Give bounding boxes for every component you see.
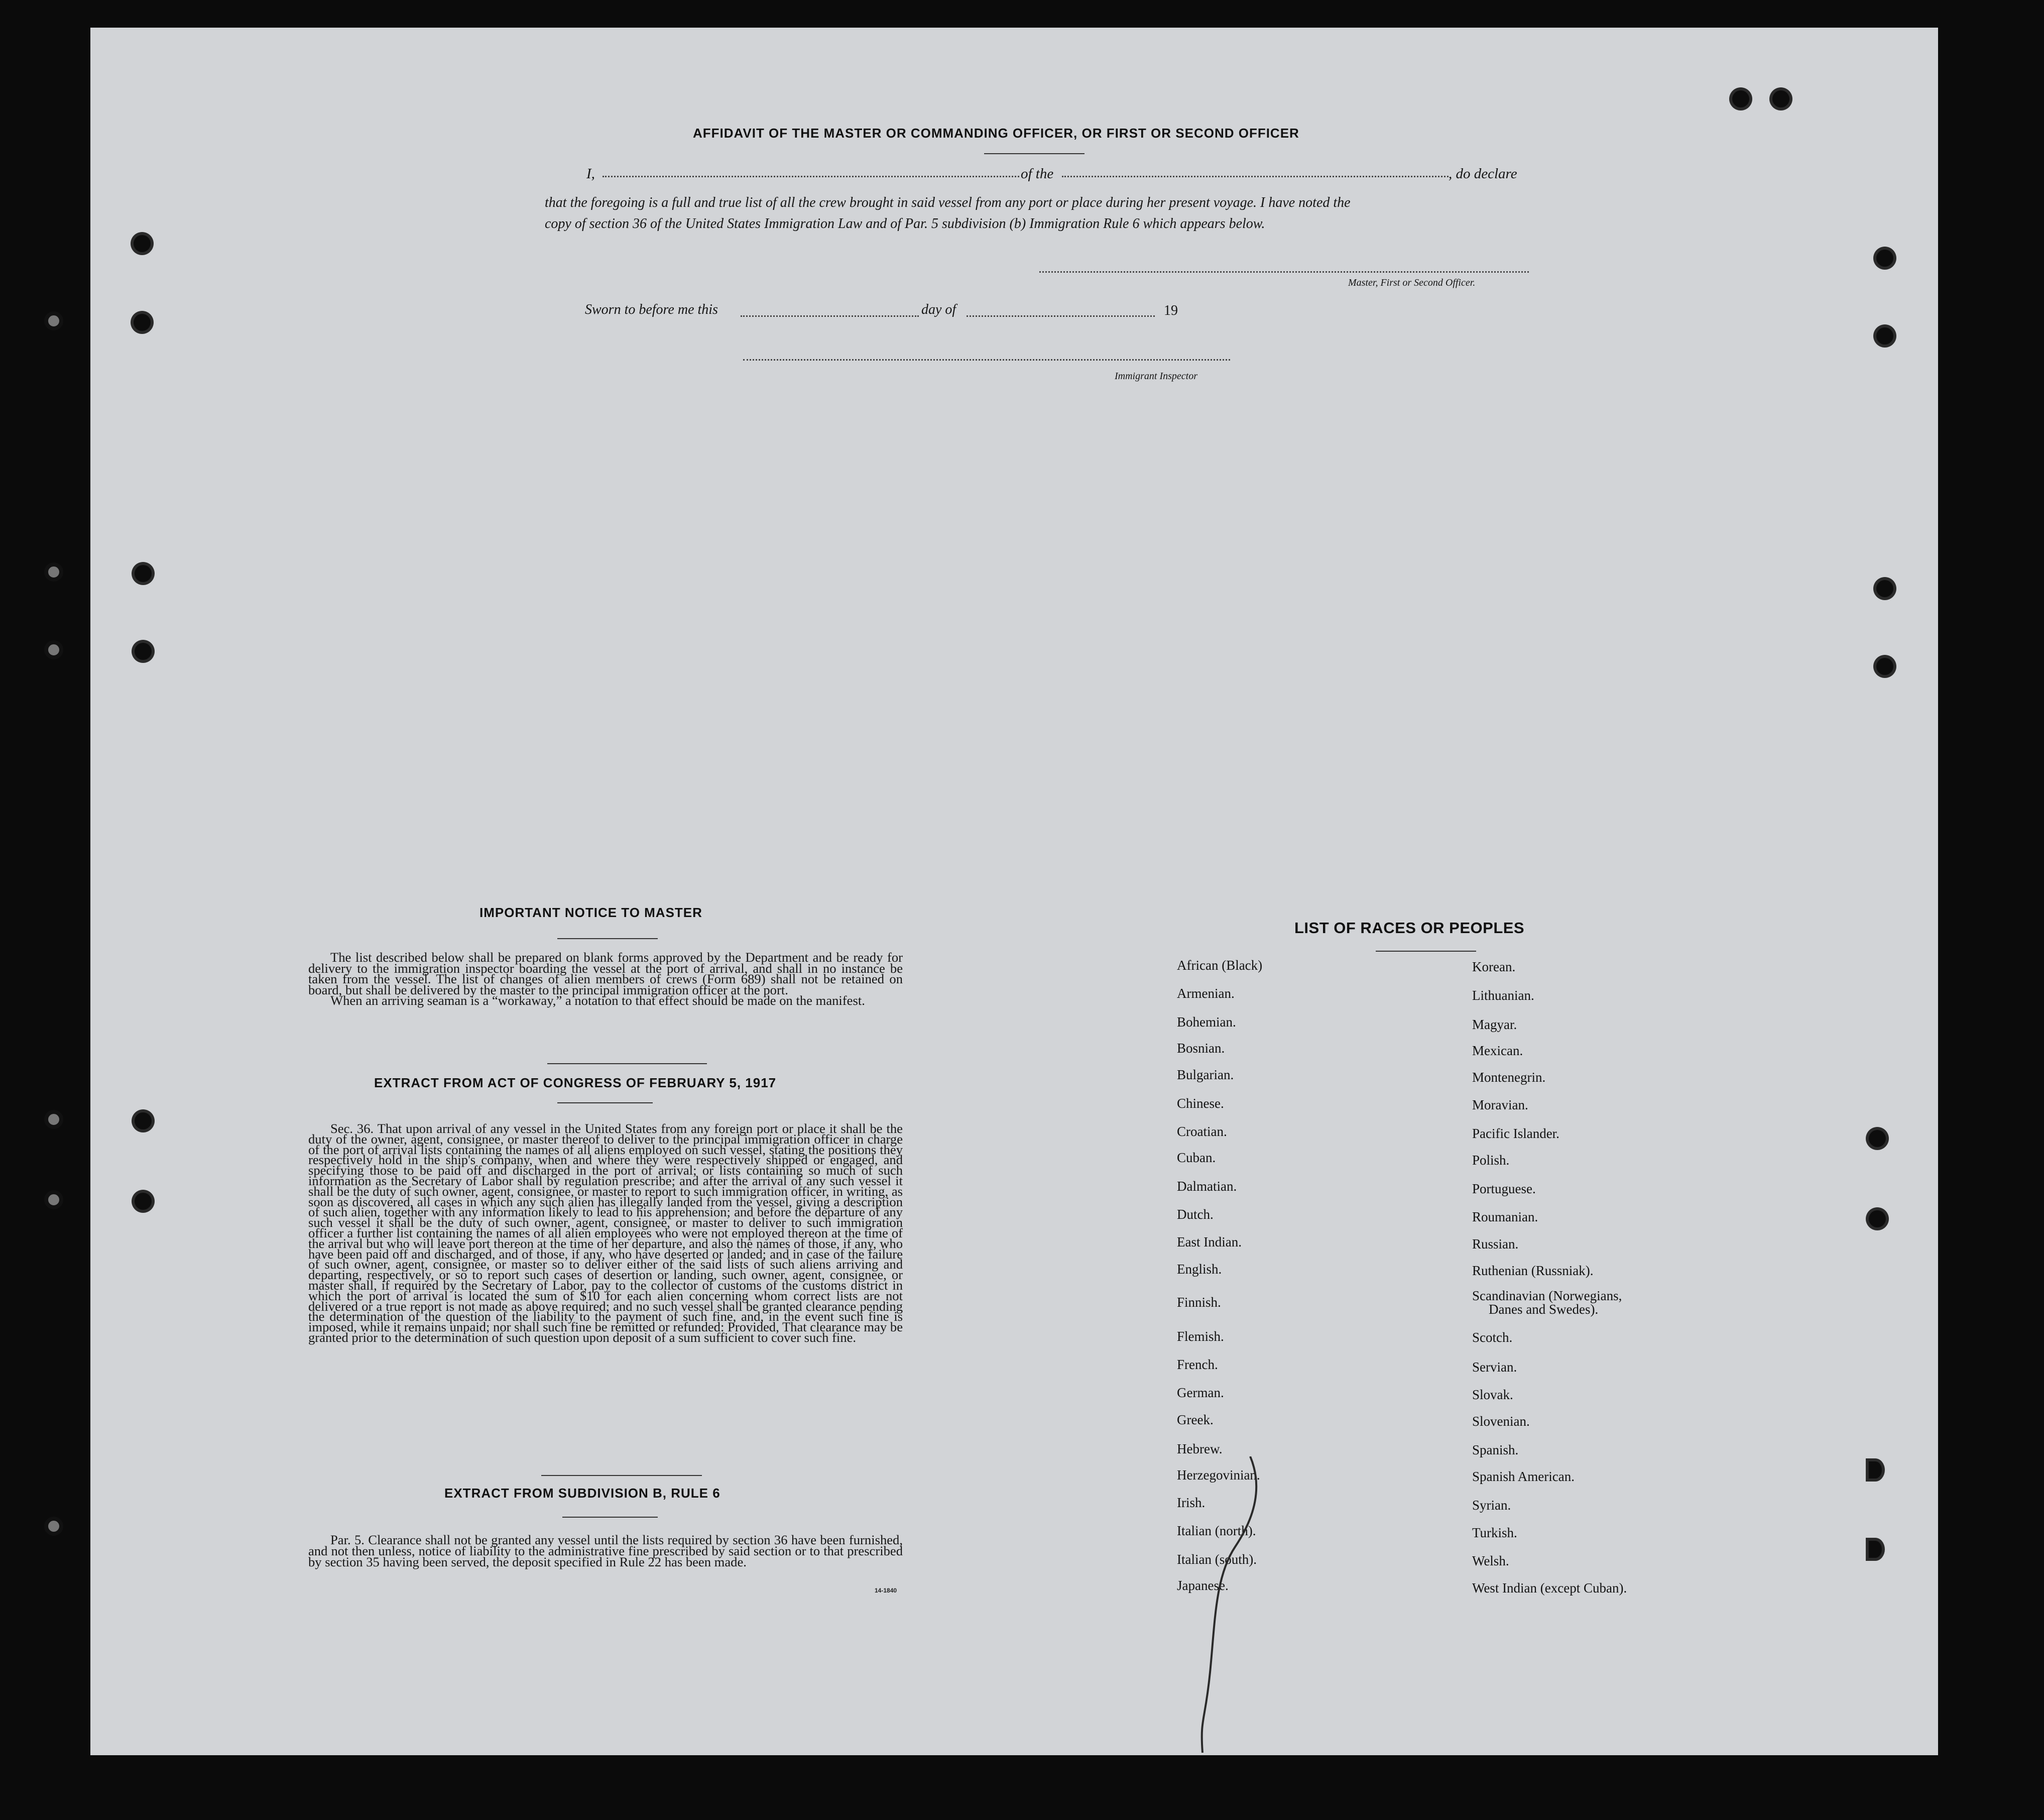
binder-hole [44,562,63,582]
race-item: English. [1177,1262,1222,1277]
race-item: Scandinavian (Norwegians, [1472,1288,1622,1303]
paper-crack [1175,1456,1275,1758]
race-item: Herzegovinian. [1177,1467,1260,1483]
race-item: Hebrew. [1177,1441,1223,1456]
binder-hole [1772,90,1789,107]
binder-hole [1869,1461,1882,1478]
binder-hole [1732,90,1749,107]
race-item: East Indian. [1177,1234,1242,1249]
inspector-signature-field[interactable] [743,359,1230,361]
race-item: Finnish. [1177,1295,1221,1310]
binder-hole [44,1190,63,1209]
race-item: Spanish American. [1472,1469,1575,1484]
race-item: Korean. [1472,959,1516,974]
notice-underline [557,938,658,939]
section-divider [541,1475,702,1476]
binder-hole [1876,250,1893,267]
binder-hole [44,640,63,659]
race-item: Greek. [1177,1412,1214,1427]
race-item: French. [1177,1357,1218,1372]
notice-title: IMPORTANT NOTICE TO MASTER [479,905,702,920]
race-item: Moravian. [1472,1097,1528,1112]
binder-hole [135,643,152,660]
race-item: Lithuanian. [1472,988,1534,1003]
binder-hole [1869,1541,1882,1558]
affidavit-line1-mid: of the [1021,166,1054,182]
races-underline [1376,951,1476,952]
sworn-month-field[interactable] [967,315,1155,317]
binder-hole [1876,658,1893,675]
signature-label: Master, First or Second Officer. [1348,277,1476,288]
affidavit-line1-start: I, [586,166,595,182]
race-item: Slovenian. [1472,1414,1530,1429]
binder-hole [1869,1210,1886,1227]
affidavit-line2: that the foregoing is a full and true list of all the crew brought in said vessel from any port or place during her present voyage. I have noted the [545,195,1351,210]
race-item: Ruthenian (Russniak). [1472,1263,1594,1278]
race-item: Japanese. [1177,1578,1229,1593]
race-item: Turkish. [1472,1525,1517,1540]
sworn-year: 19 [1164,303,1178,318]
act-text: Sec. 36. That upon arrival of any vessel in the United States from any foreign port or place it shall be the duty of the owner, agent, consignee, or master thereof to deliver to the principal immigration officer in charge of the port of arrival lists containing the names of all aliens employed on such vessel, stating the positions they respectively hold in the ship's company, when and where they were respectively shipped or engaged, and specifying those to be paid off and discharged in the port of arrival; or lists containing so much of such information as the Secretary of Labor shall by regulation prescribe; and after the arrival of any such vessel it shall be the duty of such owner, agent, consignee, or master to report to such immigration officer, in writing, as soon as discovered, all cases in which any such alien has illegally landed from the vessel, giving a description of such alien, together with any information likely to lead to his apprehension; and before the departure of any such vessel it shall be the duty of such owner, agent, consignee, or master to deliver to such immigration officer a further list containing the names of all alien employees who were not employed thereon at the time of the arrival but who will leave port thereon at the time of her departure, and also the names of those, if any, who have been paid off and discharged, and of those, if any, who have deserted or landed; and in case of the failure of such owner, agent, consignee, or master so to deliver either of the said lists of such aliens arriving and departing, respectively, or so to report such cases of desertion or landing, such owner, agent, consignee, or master shall, if required by the Secretary of Labor, pay to the collector of customs of the customs district in which the port of arrival is located the sum of $10 for each alien concerning whom correct lists are not delivered or a true report is not made as above required; and no such vessel shall be granted clearance pending the determination of the question of the liability to the payment of such fine, and, in the event such fine is imposed, while it remains unpaid; nor shall such fine be remitted or refunded: Provided, That clearance may be granted prior to the determination of such question upon deposit of a sum sufficient to cover such fine. [308,1121,903,1345]
binder-hole [135,565,152,582]
rule-title: EXTRACT FROM SUBDIVISION B, RULE 6 [444,1486,720,1501]
rule-underline [562,1517,658,1518]
binder-hole [44,1517,63,1536]
binder-hole [1869,1130,1886,1147]
affidavit-line1-end: , do declare [1449,166,1517,182]
race-item: Flemish. [1177,1329,1224,1344]
race-item: Pacific Islander. [1472,1126,1559,1141]
race-item: Chinese. [1177,1096,1224,1111]
rule-text: Par. 5. Clearance shall not be granted any vessel until the lists required by section 36 have been furnished, and not then unless, notice of liability to the administrative fine prescribed by said section or to that prescribed by section 35 having been served, the deposit specified in Rule 22 has been made. [308,1532,903,1569]
binder-hole [44,1110,63,1129]
document-page [90,28,1938,1755]
race-item: Spanish. [1472,1442,1519,1457]
inspector-label: Immigrant Inspector [1115,371,1197,382]
race-item: West Indian (except Cuban). [1472,1580,1627,1596]
signature-field[interactable] [1039,271,1529,273]
binder-hole [44,311,63,330]
race-item: Cuban. [1177,1150,1216,1165]
race-item: Russian. [1472,1236,1519,1252]
act-title: EXTRACT FROM ACT OF CONGRESS OF FEBRUARY 5, 1917 [374,1075,777,1090]
race-item: Italian (north). [1177,1523,1256,1538]
race-item: Bohemian. [1177,1014,1236,1030]
binder-hole [135,1112,152,1129]
binder-hole [134,314,151,331]
title-underline [984,153,1085,154]
race-item: Portuguese. [1472,1181,1536,1196]
race-item: Dutch. [1177,1207,1214,1222]
race-item: Bosnian. [1177,1041,1225,1056]
race-item: Italian (south). [1177,1552,1257,1567]
binder-hole [1876,327,1893,345]
sworn-start: Sworn to before me this [585,302,718,317]
form-number: 14-1840 [875,1587,897,1594]
race-item: Scotch. [1472,1330,1513,1345]
notice-para1: The list described below shall be prepared on blank forms approved by the Department and be ready for delivery to the immigration inspector boarding the vessel at the port of arrival, and shall in no instance be taken from the vessel. The list of changes of alien members of crews (Form 689) shall not be retained on board, but shall be delivered by the master to the principal immigration officer at the port. [308,950,903,997]
race-item: German. [1177,1385,1224,1400]
race-item: Montenegrin. [1472,1070,1546,1085]
race-item: African (Black) [1177,958,1263,973]
binder-hole [1876,580,1893,597]
vessel-field[interactable] [1062,176,1449,177]
race-item: Bulgarian. [1177,1067,1234,1082]
act-underline [557,1102,653,1103]
race-item: Danes and Swedes). [1489,1302,1599,1317]
race-item: Mexican. [1472,1043,1523,1058]
race-item: Irish. [1177,1495,1206,1510]
sworn-mid: day of [921,302,956,317]
binder-hole [134,235,151,252]
race-item: Roumanian. [1472,1209,1538,1224]
notice-para2: When an arriving seaman is a “workaway,” a notation to that effect should be made on the manifest. [330,993,865,1008]
race-item: Croatian. [1177,1124,1227,1139]
sworn-day-field[interactable] [741,315,919,317]
affidavit-line3: copy of section 36 of the United States Immigration Law and of Par. 5 subdivision (b) Immigration Rule 6 which appears below. [545,216,1265,232]
race-item: Welsh. [1472,1553,1509,1568]
race-item: Dalmatian. [1177,1179,1237,1194]
name-field[interactable] [603,176,1019,177]
race-item: Magyar. [1472,1017,1517,1032]
race-item: Armenian. [1177,986,1235,1001]
races-title: LIST OF RACES OR PEOPLES [1294,919,1525,937]
section-divider [547,1063,707,1064]
race-item: Polish. [1472,1153,1510,1168]
notice-text [308,952,903,1006]
race-item: Syrian. [1472,1498,1511,1513]
binder-hole [135,1193,152,1210]
race-item: Servian. [1472,1359,1517,1375]
race-item: Slovak. [1472,1387,1513,1402]
affidavit-title: AFFIDAVIT OF THE MASTER OR COMMANDING OFFICER, OR FIRST OR SECOND OFFICER [693,126,1299,141]
